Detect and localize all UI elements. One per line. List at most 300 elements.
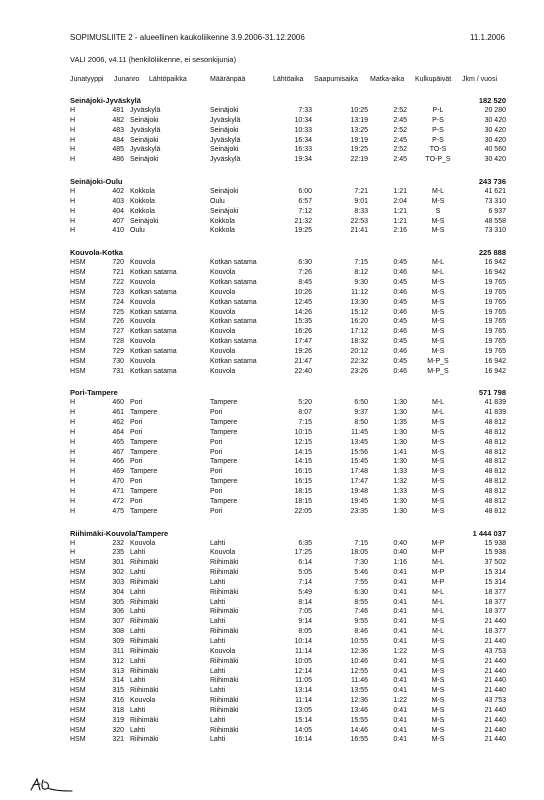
cell-duration: 0:41 (393, 618, 407, 626)
cell-type: HSM (70, 259, 86, 267)
cell-type: H (70, 428, 76, 436)
cell-departure: 17:47 (294, 338, 312, 346)
cell-departure: 6:00 (298, 188, 312, 196)
cell-number: 725 (112, 308, 124, 316)
cell-departure: 21:47 (294, 357, 312, 365)
cell-destination: Seinäjoki (210, 188, 239, 196)
cell-arrival: 17:48 (350, 468, 368, 476)
table-row (70, 627, 510, 637)
table-row (70, 457, 510, 467)
cell-arrival: 7:21 (354, 188, 368, 196)
cell-arrival: 9:30 (354, 278, 368, 286)
cell-seatkm: 30 420 (484, 136, 506, 144)
table-row (70, 226, 510, 236)
cell-number: 319 (112, 716, 124, 724)
cell-departure: 15:35 (294, 318, 312, 326)
cell-type: H (70, 539, 76, 547)
cell-seatkm: 19 765 (484, 288, 506, 296)
cell-duration: 2:52 (393, 107, 407, 114)
cell-duration: 1:30 (393, 428, 407, 436)
cell-days: M-S (431, 428, 445, 436)
section-header (70, 527, 510, 539)
cell-arrival: 7:30 (354, 559, 368, 567)
cell-departure: 17:25 (294, 549, 312, 557)
cell-seatkm: 48 812 (484, 507, 506, 515)
table-row (70, 706, 510, 716)
cell-arrival: 19:48 (350, 488, 368, 495)
cell-number: 722 (112, 278, 124, 286)
cell-type: HSM (70, 637, 86, 645)
col-header-destination: Määränpää (210, 76, 246, 83)
cell-origin: Lahti (130, 726, 146, 734)
cell-origin: Riihimäki (130, 687, 159, 695)
cell-destination: Seinäjoki (210, 207, 239, 215)
cell-duration: 1:33 (393, 468, 407, 476)
cell-arrival: 12:55 (350, 667, 368, 675)
cell-duration: 0:41 (393, 667, 407, 675)
cell-type: HSM (70, 608, 86, 616)
cell-departure: 14:26 (294, 308, 312, 316)
cell-destination: Kotkan satama (210, 278, 257, 286)
cell-arrival: 8:12 (354, 269, 368, 277)
cell-arrival: 21:41 (350, 227, 368, 235)
cell-seatkm: 43 753 (484, 647, 506, 655)
table-row (70, 726, 510, 736)
cell-number: 486 (112, 156, 124, 164)
cell-type: HSM (70, 687, 86, 695)
table-row (70, 428, 510, 438)
cell-departure: 18:15 (294, 488, 312, 495)
cell-destination: Riihimäki (210, 569, 239, 577)
cell-duration: 0:41 (393, 687, 407, 695)
cell-duration: 0:45 (393, 298, 407, 306)
cell-number: 721 (112, 269, 124, 277)
cell-destination: Tampere (210, 478, 238, 486)
table-row (70, 197, 510, 207)
table-row (70, 288, 510, 298)
cell-departure: 6:14 (298, 559, 312, 567)
cell-destination: Lahti (210, 578, 226, 586)
table-row (70, 578, 510, 588)
col-header-number: Junanro (114, 76, 140, 83)
cell-arrival: 9:55 (354, 618, 368, 626)
cell-duration: 0:40 (393, 549, 407, 557)
table-row (70, 558, 510, 568)
cell-type: HSM (70, 647, 86, 655)
cell-type: HSM (70, 298, 86, 306)
cell-type: HSM (70, 569, 86, 577)
cell-days: M-S (431, 438, 445, 446)
cell-arrival: 13:55 (350, 687, 368, 695)
cell-duration: 0:41 (393, 569, 407, 577)
cell-type: H (70, 399, 76, 407)
cell-duration: 1:30 (393, 438, 407, 446)
cell-duration: 1:30 (393, 458, 407, 466)
cell-departure: 12:45 (294, 298, 312, 306)
cell-origin: Riihimäki (130, 716, 159, 724)
cell-days: M-S (431, 419, 445, 427)
cell-number: 309 (112, 637, 124, 645)
cell-origin: Seinäjoki (130, 156, 159, 164)
cell-origin: Lahti (130, 569, 146, 577)
cell-arrival: 13:25 (350, 126, 368, 134)
cell-duration: 1:35 (393, 419, 407, 427)
cell-duration: 2:52 (393, 126, 407, 134)
cell-origin: Kouvola (130, 318, 156, 326)
cell-seatkm: 48 812 (484, 448, 506, 456)
cell-destination: Kouvola (210, 288, 236, 296)
cell-type: HSM (70, 357, 86, 365)
cell-destination: Kokkola (210, 227, 235, 235)
cell-duration: 0:41 (393, 706, 407, 714)
cell-days: M-S (431, 308, 445, 316)
cell-seatkm: 21 440 (484, 736, 506, 744)
cell-number: 306 (112, 608, 124, 616)
cell-seatkm: 48 812 (484, 497, 506, 505)
cell-days: M-S (431, 677, 445, 685)
cell-type: H (70, 197, 76, 205)
cell-days: M-S (431, 667, 445, 675)
cell-duration: 0:41 (393, 677, 407, 685)
table-row (70, 507, 510, 517)
cell-days: M-P (431, 539, 445, 547)
cell-type: HSM (70, 278, 86, 286)
cell-origin: Pori (130, 458, 143, 466)
cell-arrival: 11:45 (351, 428, 368, 436)
cell-number: 485 (112, 146, 124, 154)
cell-origin: Lahti (130, 677, 146, 685)
cell-departure: 10:15 (294, 428, 312, 436)
cell-seatkm: 37 502 (484, 559, 506, 567)
cell-origin: Lahti (130, 657, 146, 665)
cell-destination: Lahti (210, 667, 226, 675)
table-row (70, 647, 510, 657)
cell-destination: Kotkan satama (210, 338, 257, 346)
table-row (70, 438, 510, 448)
cell-departure: 12:14 (294, 667, 312, 675)
table-row (70, 448, 510, 458)
table-row (70, 357, 510, 367)
cell-duration: 2:52 (393, 146, 407, 154)
section-name: Kouvola-Kotka (70, 248, 123, 258)
cell-seatkm: 15 314 (484, 569, 506, 577)
table-row (70, 657, 510, 667)
cell-number: 470 (112, 478, 124, 486)
table-row (70, 467, 510, 477)
cell-arrival: 13:30 (350, 298, 368, 306)
cell-type: HSM (70, 578, 86, 586)
cell-days: M-S (431, 338, 445, 346)
cell-arrival: 15:56 (350, 448, 368, 456)
cell-departure: 10:33 (294, 126, 312, 134)
cell-destination: Riihimäki (210, 559, 239, 567)
cell-seatkm: 20 280 (484, 107, 506, 114)
cell-number: 314 (112, 677, 124, 685)
cell-destination: Tampere (210, 428, 238, 436)
cell-arrival: 22:53 (350, 217, 368, 225)
cell-number: 730 (112, 357, 124, 365)
cell-number: 304 (112, 588, 124, 596)
cell-days: M-S (431, 706, 445, 714)
cell-days: M-S (431, 716, 445, 724)
cell-origin: Riihimäki (130, 667, 159, 675)
cell-type: HSM (70, 347, 86, 355)
cell-days: M-S (431, 217, 445, 225)
cell-seatkm: 21 440 (484, 677, 506, 685)
cell-origin: Pori (130, 478, 143, 486)
cell-destination: Kouvola (210, 549, 236, 557)
cell-origin: Kouvola (130, 278, 156, 286)
cell-arrival: 15:55 (350, 716, 368, 724)
route-section (70, 527, 510, 746)
cell-days: M-L (431, 399, 445, 407)
cell-number: 460 (112, 399, 124, 407)
cell-origin: Lahti (130, 628, 146, 636)
cell-duration: 1:21 (393, 207, 407, 215)
section-name: Pori-Tampere (70, 388, 118, 398)
cell-arrival: 17:47 (350, 478, 368, 486)
cell-arrival: 18:32 (350, 338, 368, 346)
cell-days: P-S (432, 116, 444, 124)
table-row (70, 116, 510, 126)
cell-departure: 10:34 (294, 116, 312, 124)
cell-departure: 9:14 (298, 618, 312, 626)
cell-days: M-L (431, 409, 445, 417)
cell-duration: 0:46 (393, 328, 407, 336)
cell-destination: Riihimäki (210, 588, 239, 596)
cell-destination: Kokkola (210, 217, 235, 225)
cell-days: M-S (431, 736, 445, 744)
cell-number: 235 (112, 549, 124, 557)
cell-departure: 13:05 (294, 706, 312, 714)
cell-arrival: 19:19 (350, 136, 368, 144)
cell-destination: Tampere (210, 419, 238, 427)
cell-departure: 16:33 (294, 146, 312, 154)
cell-days: M-S (431, 458, 445, 466)
cell-arrival: 8:33 (354, 207, 368, 215)
cell-departure: 8:14 (298, 598, 312, 606)
cell-duration: 1:30 (393, 507, 407, 515)
cell-arrival: 8:50 (354, 419, 368, 427)
cell-origin: Kouvola (130, 357, 156, 365)
cell-type: HSM (70, 736, 86, 744)
section-header (70, 246, 510, 258)
cell-origin: Kouvola (130, 259, 156, 267)
table-row (70, 317, 510, 327)
cell-days: TO-S (429, 146, 447, 154)
cell-destination: Kotkan satama (210, 357, 257, 365)
cell-departure: 5:05 (298, 569, 312, 577)
table-row (70, 136, 510, 146)
cell-departure: 11:05 (295, 677, 312, 685)
cell-number: 410 (112, 227, 124, 235)
cell-type: HSM (70, 338, 86, 346)
cell-type: HSM (70, 269, 86, 277)
cell-arrival: 16:55 (350, 736, 368, 744)
cell-days: M-S (431, 288, 445, 296)
cell-days: M-L (431, 188, 445, 196)
cell-destination: Lahti (210, 687, 226, 695)
table-row (70, 187, 510, 197)
table-row (70, 268, 510, 278)
cell-type: HSM (70, 288, 86, 296)
cell-number: 467 (112, 448, 124, 456)
cell-number: 404 (112, 207, 124, 215)
cell-days: M-S (431, 637, 445, 645)
cell-arrival: 22:19 (350, 156, 368, 164)
cell-departure: 6:57 (298, 197, 312, 205)
table-row (70, 398, 510, 408)
section-header (70, 175, 510, 187)
cell-duration: 0:45 (393, 318, 407, 326)
cell-number: 318 (112, 706, 124, 714)
cell-arrival: 8:55 (354, 598, 368, 606)
cell-type: HSM (70, 318, 86, 326)
table-row (70, 217, 510, 227)
cell-duration: 0:45 (393, 338, 407, 346)
cell-destination: Kouvola (210, 367, 236, 375)
cell-origin: Riihimäki (130, 637, 159, 645)
table-row (70, 327, 510, 337)
cell-origin: Seinäjoki (130, 136, 159, 144)
cell-duration: 2:45 (393, 156, 407, 164)
cell-days: M-L (431, 259, 445, 267)
route-section (70, 175, 510, 246)
cell-type: HSM (70, 628, 86, 636)
table-row (70, 367, 510, 377)
cell-seatkm: 18 377 (484, 628, 506, 636)
cell-number: 729 (112, 347, 124, 355)
cell-type: HSM (70, 367, 86, 375)
cell-origin: Lahti (130, 706, 146, 714)
cell-departure: 14:05 (294, 726, 312, 734)
cell-origin: Jyväskylä (130, 146, 161, 154)
cell-destination: Pori (210, 488, 223, 495)
cell-arrival: 7:46 (354, 608, 368, 616)
table-row (70, 126, 510, 136)
cell-arrival: 9:01 (354, 197, 368, 205)
cell-type: H (70, 146, 76, 154)
cell-number: 303 (112, 578, 124, 586)
cell-origin: Tampere (130, 409, 158, 417)
cell-number: 481 (112, 107, 124, 114)
cell-number: 403 (112, 197, 124, 205)
cell-seatkm: 16 942 (484, 367, 506, 375)
cell-seatkm: 48 812 (484, 468, 506, 476)
cell-seatkm: 21 440 (484, 618, 506, 626)
cell-number: 724 (112, 298, 124, 306)
cell-duration: 1:30 (393, 497, 407, 505)
cell-seatkm: 48 812 (484, 478, 506, 486)
cell-type: H (70, 227, 76, 235)
cell-days: M-S (431, 468, 445, 476)
cell-destination: Riihimäki (210, 677, 239, 685)
cell-duration: 0:41 (393, 726, 407, 734)
cell-seatkm: 19 765 (484, 318, 506, 326)
table-row (70, 278, 510, 288)
cell-days: M-S (431, 697, 445, 705)
cell-departure: 7:15 (298, 419, 312, 427)
cell-duration: 2:04 (393, 197, 407, 205)
cell-seatkm: 19 765 (484, 308, 506, 316)
cell-arrival: 12:36 (350, 697, 368, 705)
cell-departure: 21:32 (294, 217, 312, 225)
cell-number: 308 (112, 628, 124, 636)
cell-departure: 5:49 (298, 588, 312, 596)
table-row (70, 617, 510, 627)
cell-days: M-S (431, 298, 445, 306)
document-title: SOPIMUSLIITE 2 - alueellinen kaukoliikenne 3.9.2006-31.12.2006 (70, 33, 305, 42)
table-row (70, 347, 510, 357)
cell-arrival: 9:37 (354, 409, 368, 417)
cell-departure: 14:15 (294, 448, 312, 456)
cell-type: H (70, 107, 76, 114)
cell-number: 731 (112, 367, 124, 375)
cell-origin: Kokkola (130, 207, 155, 215)
cell-origin: Kotkan satama (130, 308, 177, 316)
cell-seatkm: 48 812 (484, 488, 506, 495)
cell-days: M-S (431, 478, 445, 486)
cell-destination: Jyväskylä (210, 136, 241, 144)
cell-departure: 13:14 (294, 687, 312, 695)
cell-destination: Riihimäki (210, 608, 239, 616)
cell-duration: 1:32 (393, 478, 407, 486)
cell-seatkm: 73 310 (484, 197, 506, 205)
cell-seatkm: 41 839 (484, 409, 506, 417)
section-header (70, 94, 510, 106)
section-name: Riihimäki-Kouvola/Tampere (70, 528, 169, 538)
route-section (70, 386, 510, 526)
cell-duration: 0:45 (393, 278, 407, 286)
cell-origin: Kotkan satama (130, 328, 177, 336)
cell-arrival: 15:45 (350, 458, 368, 466)
cell-type: HSM (70, 716, 86, 724)
cell-days: M-P_S (427, 357, 449, 365)
cell-type: H (70, 188, 76, 196)
cell-seatkm: 41 621 (484, 188, 506, 196)
cell-seatkm: 48 812 (484, 438, 506, 446)
cell-seatkm: 21 440 (484, 657, 506, 665)
cell-seatkm: 15 314 (484, 578, 506, 586)
cell-number: 483 (112, 126, 124, 134)
cell-destination: Kouvola (210, 308, 236, 316)
cell-seatkm: 19 765 (484, 328, 506, 336)
cell-destination: Tampere (210, 497, 238, 505)
cell-destination: Seinäjoki (210, 107, 239, 114)
cell-departure: 15:14 (294, 716, 312, 724)
cell-days: M-L (431, 608, 445, 616)
cell-type: HSM (70, 706, 86, 714)
cell-origin: Kouvola (130, 697, 156, 705)
cell-type: HSM (70, 726, 86, 734)
cell-number: 307 (112, 618, 124, 626)
table-row (70, 487, 510, 497)
cell-arrival: 10:25 (350, 107, 368, 114)
cell-destination: Riihimäki (210, 628, 239, 636)
cell-days: M-S (431, 318, 445, 326)
cell-days: M-P (431, 578, 445, 586)
cell-arrival: 13:19 (350, 116, 368, 124)
cell-number: 302 (112, 569, 124, 577)
cell-origin: Kotkan satama (130, 269, 177, 277)
cell-seatkm: 30 420 (484, 156, 506, 164)
cell-arrival: 18:05 (350, 549, 368, 557)
cell-arrival: 8:46 (354, 628, 368, 636)
cell-number: 232 (112, 539, 124, 547)
cell-origin: Tampere (130, 448, 158, 456)
table-row (70, 607, 510, 617)
cell-departure: 16:14 (294, 736, 312, 744)
